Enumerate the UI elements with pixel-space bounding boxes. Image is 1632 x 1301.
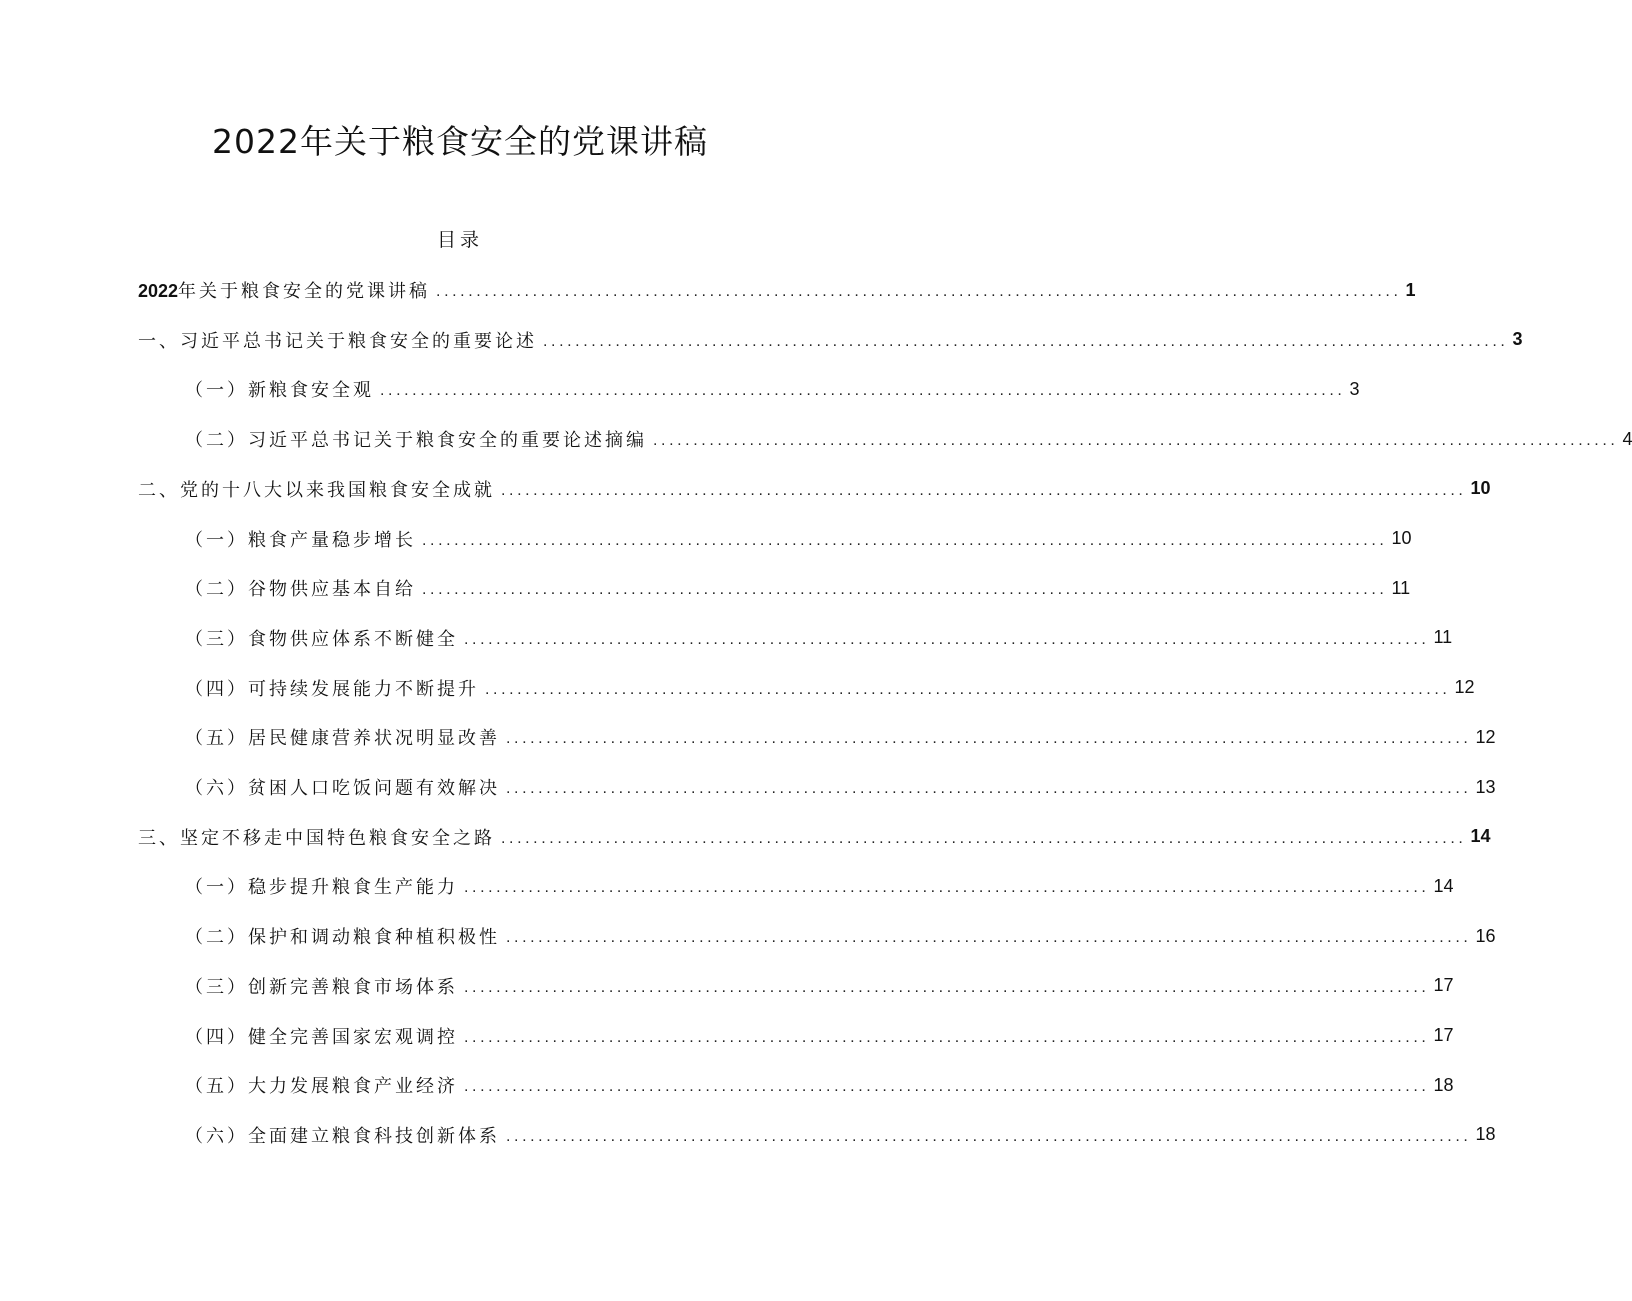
toc-entry[interactable] (185, 772, 1496, 802)
toc-entry[interactable] (185, 871, 1454, 901)
toc-page-number: 14 (1433, 875, 1454, 896)
toc-page-number: 11 (1433, 627, 1453, 648)
toc-page-number: 18 (1433, 1074, 1454, 1095)
toc-entry[interactable] (185, 673, 1475, 703)
toc-page-number: 4 (1622, 428, 1632, 449)
toc-leader-dots: ........................................................................................................................ (464, 879, 1430, 897)
toc-entry-label: （五）居民健康营养状况明显改善 (185, 728, 500, 750)
toc-page-number: 12 (1454, 677, 1475, 698)
toc-page-number: 3 (1512, 329, 1523, 350)
toc-entry-label: （六）全面建立粮食科技创新体系 (185, 1125, 500, 1147)
toc-entry[interactable] (185, 424, 1632, 454)
toc-entry[interactable] (185, 524, 1412, 554)
toc-leader-dots: ........................................................................................................................ (543, 332, 1509, 350)
toc-entry-label: （一）稳步提升粮食生产能力 (185, 877, 458, 899)
toc-leader-dots: ........................................................................................................................ (506, 730, 1472, 748)
toc-entry-label: 三、坚定不移走中国特色粮食安全之路 (138, 827, 495, 849)
toc-entry-label: （三）创新完善粮食市场体系 (185, 976, 458, 998)
toc-entry-label: （五）大力发展粮食产业经济 (185, 1076, 458, 1098)
toc-entry[interactable] (185, 623, 1453, 653)
toc-entry[interactable] (185, 722, 1496, 752)
toc-entry-label: （四）可持续发展能力不断提升 (185, 678, 479, 700)
toc-entry-label: （三）食物供应体系不断健全 (185, 628, 458, 650)
toc-leader-dots: ........................................................................................................................ (422, 581, 1388, 599)
toc-entry[interactable] (138, 474, 1491, 504)
toc-entry[interactable] (138, 822, 1491, 852)
toc-page-number: 17 (1433, 975, 1454, 996)
toc-entry-label: 一、习近平总书记关于粮食安全的重要论述 (138, 330, 537, 352)
toc-leader-dots: ........................................................................................................................ (464, 1078, 1430, 1096)
toc-leader-dots: ........................................................................................................................ (653, 432, 1619, 450)
toc-leader-dots: ........................................................................................................................ (422, 531, 1388, 549)
toc-entry-label: （一）新粮食安全观 (185, 380, 374, 402)
toc-page-number: 13 (1475, 776, 1496, 797)
toc-leader-dots: ........................................................................................................................ (380, 382, 1346, 400)
toc-leader-dots: ........................................................................................................................ (485, 680, 1451, 698)
toc-page-number: 14 (1470, 826, 1491, 847)
toc-entry[interactable] (138, 275, 1416, 305)
toc-entry[interactable] (185, 921, 1496, 951)
toc-entry-label: （六）贫困人口吃饭问题有效解决 (185, 778, 500, 799)
toc-entry[interactable] (185, 573, 1411, 603)
toc-leader-dots: ........................................................................................................................ (464, 1028, 1430, 1046)
toc-entry-label: （一）粮食产量稳步增长 (185, 529, 416, 551)
toc-leader-dots: ........................................................................................................................ (436, 283, 1402, 300)
toc-page-number: 3 (1349, 378, 1360, 399)
toc-entry[interactable] (185, 374, 1360, 404)
toc-entry-label: （二）谷物供应基本自给 (185, 579, 416, 601)
toc-heading: 目录 (436, 229, 483, 251)
toc-leader-dots: ........................................................................................................................ (506, 780, 1472, 797)
toc-page-number: 10 (1391, 528, 1412, 548)
toc-page-number: 1 (1405, 279, 1416, 300)
toc-page-number: 16 (1475, 925, 1496, 946)
toc-entry-label: （二）习近平总书记关于粮食安全的重要论述摘编 (185, 430, 647, 452)
toc-entry[interactable] (185, 971, 1454, 1001)
toc-entry[interactable] (138, 325, 1523, 355)
toc-entry-label: 二、党的十八大以来我国粮食安全成就 (138, 479, 495, 501)
toc-entry-label: （四）健全完善国家宏观调控 (185, 1026, 458, 1048)
toc-leader-dots: ........................................................................................................................ (501, 481, 1467, 499)
toc-leader-dots: ........................................................................................................................ (501, 829, 1467, 847)
toc-entry[interactable] (185, 1070, 1454, 1100)
toc-leader-dots: ........................................................................................................................ (506, 929, 1472, 947)
toc-entry[interactable] (185, 1021, 1454, 1051)
toc-page-number: 18 (1475, 1124, 1496, 1145)
toc-leader-dots: ........................................................................................................................ (506, 1127, 1472, 1145)
toc-entry-label: 2022年关于粮食安全的党课讲稿 (138, 281, 431, 302)
toc-page-number: 10 (1470, 478, 1491, 499)
toc-leader-dots: ........................................................................................................................ (464, 978, 1430, 996)
toc-page-number: 12 (1475, 726, 1496, 747)
toc-leader-dots: ........................................................................................................................ (464, 630, 1430, 648)
toc-entry-label: （二）保护和调动粮食种植积极性 (185, 927, 500, 949)
toc-page-number: 17 (1433, 1025, 1454, 1045)
document-title: 2022年关于粮食安全的党课讲稿 (212, 122, 708, 161)
toc-page-number: 11 (1391, 577, 1411, 598)
toc-entry[interactable] (185, 1120, 1496, 1150)
